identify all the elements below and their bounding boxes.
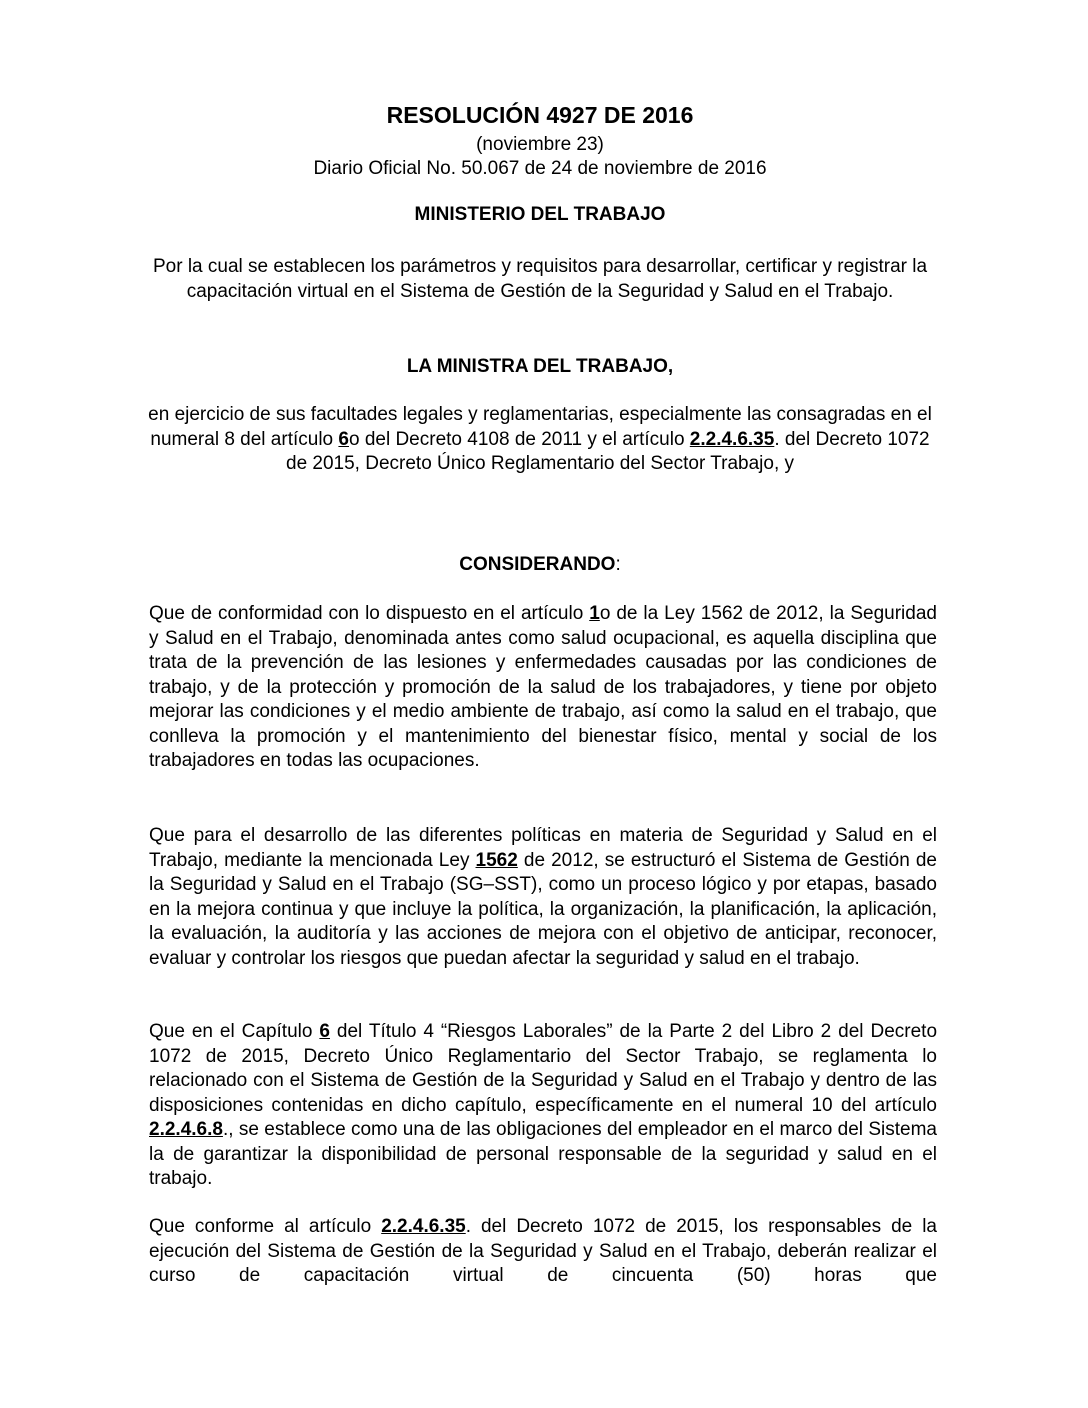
resolution-title: RESOLUCIÓN 4927 DE 2016 bbox=[386, 102, 694, 128]
ministry-heading: MINISTERIO DEL TRABAJO bbox=[414, 204, 666, 225]
considerando-label: CONSIDERANDO bbox=[459, 554, 616, 575]
considerando-paragraph-1 bbox=[149, 602, 937, 774]
p4-text-2: . del Decreto 1072 de 2015, los responsables de la ejecución del Sistema de Gestión de la Seguridad y Salud en el Trabajo, deberán realizar el curso de capacitación virtual de cincuenta (50) horas que bbox=[149, 1216, 937, 1286]
considerando-paragraph-4 bbox=[149, 1215, 937, 1289]
article-2-2-4-6-35-link-2[interactable]: 2.2.4.6.35 bbox=[381, 1216, 466, 1237]
p1-text-1: Que de conformidad con lo dispuesto en el artículo bbox=[149, 603, 590, 624]
p4-text-1: Que conforme al artículo bbox=[149, 1216, 382, 1237]
resolution-purpose: Por la cual se establecen los parámetros y requisitos para desarrollar, certificar y registrar la capacitación virtual en el Sistema de Gestión de la Seguridad y Salud en el Trabajo. bbox=[152, 256, 928, 302]
powers-text-1: en ejercicio de sus facultades legales y reglamentarias, especialmente las consagradas en el numeral 8 del artículo bbox=[148, 404, 932, 450]
p1-text-2: o de la Ley 1562 de 2012, la Seguridad y Salud en el Trabajo, denominada antes como salud ocupacional, es aquella disciplina que trata de la prevención de las lesiones y enfermedades causadas por las condiciones de trabajo, y de la protección y promoción de la salud de los trabajadores, y tiene por objeto mejorar las condiciones y el medio ambiente de trabajo, así como la salud en el trabajo, que conlleva la promoción y el mantenimiento del bienestar físico, mental y social de los trabajadores en todas las ocupaciones. bbox=[149, 603, 937, 771]
article-2-2-4-6-35-link[interactable]: 2.2.4.6.35 bbox=[689, 428, 775, 450]
resolution-date: (noviembre 23) bbox=[476, 134, 604, 155]
considerando-colon: : bbox=[615, 554, 621, 575]
considerando-paragraph-3 bbox=[149, 1020, 937, 1192]
p2-text-2: de 2012, se estructuró el Sistema de Gestión de la Seguridad y Salud en el Trabajo (SG–SST), como un proceso lógico y por etapas, basado en la mejora continua y que incluye la política, la organización, la planificación, la aplicación, la evaluación, la auditoría y las acciones de mejora con el objetivo de anticipar, reconocer, evaluar y controlar los riesgos que puedan afectar la seguridad y salud en el trabajo. bbox=[149, 849, 937, 969]
authority-heading: LA MINISTRA DEL TRABAJO, bbox=[406, 356, 674, 377]
considerando-heading bbox=[140, 553, 940, 577]
ley-1562-link[interactable]: 1562 bbox=[475, 849, 518, 871]
capitulo-6-link[interactable]: 6 bbox=[319, 1021, 330, 1042]
legal-powers-paragraph bbox=[140, 403, 940, 477]
p2-text-1: Que para el desarrollo de las diferentes políticas en materia de Seguridad y Salud en el Trabajo, mediante la mencionada Ley bbox=[149, 825, 937, 871]
diario-oficial-reference: Diario Oficial No. 50.067 de 24 de noviembre de 2016 bbox=[313, 158, 767, 179]
article-6-link[interactable]: 6 bbox=[338, 428, 349, 450]
article-1-link[interactable]: 1 bbox=[589, 603, 600, 624]
p3-text-3: ., se establece como una de las obligaciones del empleador en el marco del Sistema la de garantizar la disponibilidad de personal responsable de la seguridad y salud en el trabajo. bbox=[149, 1119, 937, 1189]
considerando-paragraph-2 bbox=[149, 824, 937, 971]
powers-text-2: o del Decreto 4108 de 2011 y el artículo bbox=[348, 428, 690, 450]
powers-text-3: . del Decreto 1072 de 2015, Decreto Único Reglamentario del Sector Trabajo, y bbox=[286, 428, 930, 474]
p3-text-1: Que en el Capítulo bbox=[149, 1021, 320, 1042]
article-2-2-4-6-8-link[interactable]: 2.2.4.6.8 bbox=[149, 1119, 223, 1140]
p3-text-2: del Título 4 “Riesgos Laborales” de la Parte 2 del Libro 2 del Decreto 1072 de 2015, Decreto Único Reglamentario del Sector Trabajo, se reglamenta lo relacionado con el Sistema de Gestión de la Seguridad y Salud en el Trabajo y dentro de las disposiciones contenidas en dicho capítulo, específicamente en el numeral 10 del artículo bbox=[149, 1021, 938, 1116]
